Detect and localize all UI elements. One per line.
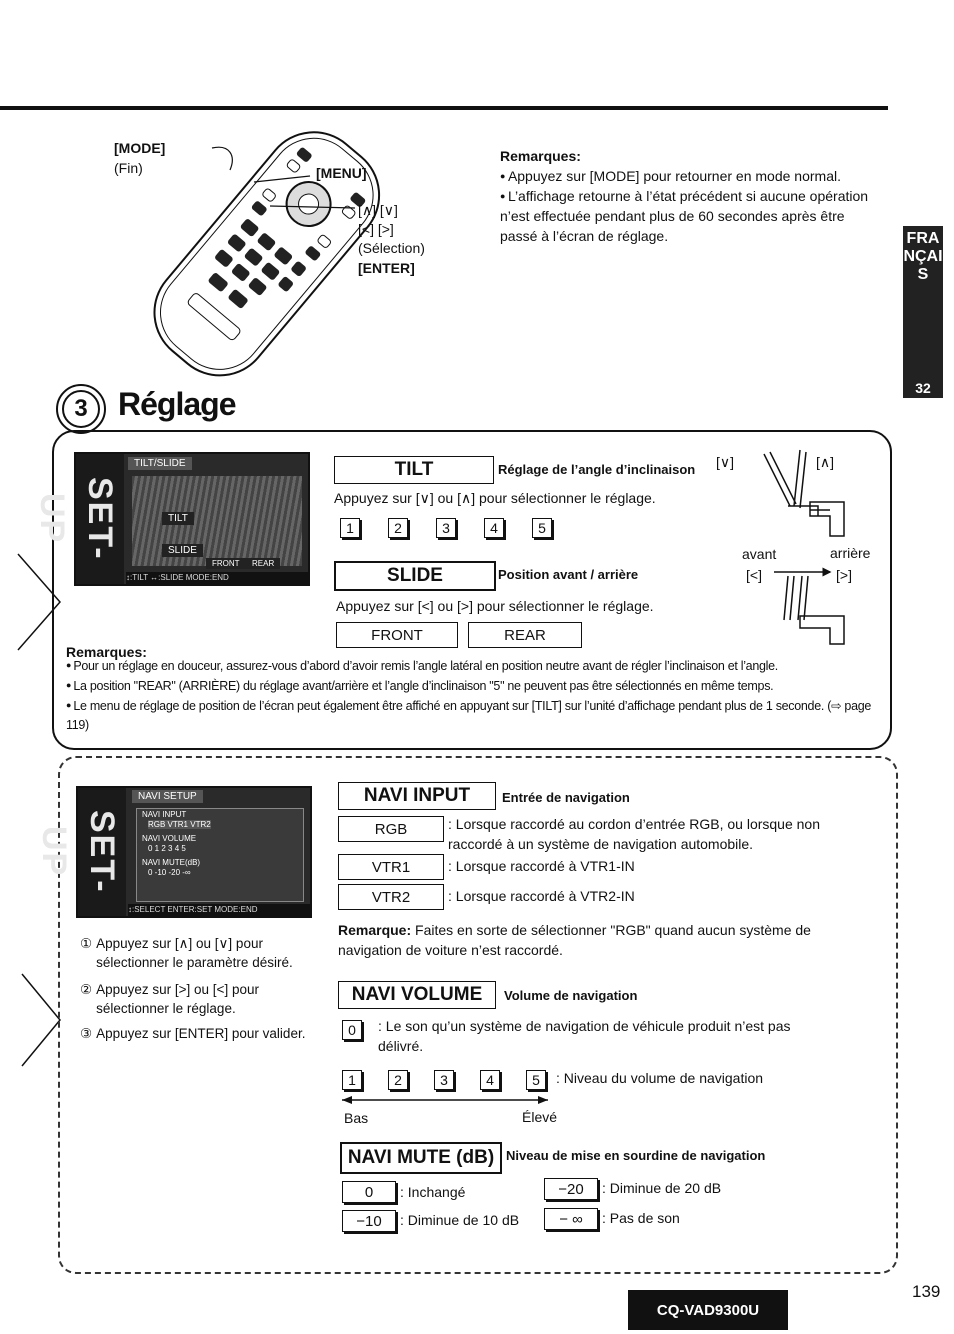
tilt-desc: Réglage de l’angle d’inclinaison [498,462,696,477]
step-item [80,934,320,972]
side-tab-page: 32 [915,380,931,396]
page-number: 139 [912,1282,941,1301]
screen-footer: ↕:SELECT ENTER:SET MODE:END [128,904,310,916]
step-item [80,980,320,1018]
screen-front: FRONT [206,558,246,569]
navi-volume-levels-text: : Niveau du volume de navigation [556,1070,764,1086]
mid-remarks-title: Remarques: [66,644,147,660]
tilt-slide-screen [33,452,310,586]
navi-mute-desc: Niveau de mise en sourdine de navigation [506,1148,766,1163]
slide-left: [<] [746,567,762,583]
step-text: Appuyez sur [ENTER] pour valider. [96,1026,306,1041]
side-tab-letters: FRANÇAIS [903,230,943,283]
volume-range-arrow-icon [340,1094,550,1106]
tilt-instruction: Appuyez sur [∨] ou [∧] pour sélectionner le réglage. [334,490,656,506]
mode-label: [MODE] [114,140,166,156]
top-remark-item: ● L’affichage retourne à l’état précédent si aucune opération n’est effectuée pendant plus de 60 secondes après être passé à l’écran de réglage. [500,186,885,246]
navi-volume-low: Bas [344,1110,369,1126]
top-remark-item: ● Appuyez sur [MODE] pour retourner en mode normal. [500,166,890,186]
navi-volume-zero-text: : Le son qu’un système de navigation de véhicule produit n’est pas délivré. [378,1018,791,1054]
navi-mute-option-minus-infinity[interactable]: − ∞ [544,1208,598,1230]
enter-label: [ENTER] [358,260,415,276]
step-item [80,1024,320,1043]
mid-remark-item: ● Le menu de réglage de position de l’écran peut également être affiché en appuyant sur [TILT] sur l’unité d’affichage pendant plus de 1 seconde. (⇨ page 119) [66,696,884,735]
navi-input-remark-text: Faites en sorte de sélectionner "RGB" quand aucun système de navigation de voiture n’est raccordé. [338,922,811,958]
top-remarks [500,146,890,246]
tilt-monitor-icon [750,446,860,546]
navi-volume-levels [342,1070,546,1090]
navi-setup-screen [35,786,312,918]
screen-footer: ↕:TILT ↔:SLIDE MODE:END [126,572,308,584]
navi-mute-option-0[interactable]: 0 [342,1181,396,1203]
step-text: Appuyez sur [>] ou [<] pour sélectionner le réglage. [96,982,259,1016]
navi-volume-header: NAVI VOLUME [338,981,496,1009]
screen-row-values: 0 1 2 3 4 5 [148,844,186,853]
navi-volume-high: Élevé [522,1109,558,1125]
navi-input-option-text: : Lorsque raccordé à VTR1-IN [448,858,635,874]
navi-volume-zero-option[interactable]: 0 [342,1020,362,1040]
screen-row-values: RGB VTR1 VTR2 [148,820,211,829]
slide-monitor-icon [770,556,860,646]
navi-mute-option-text: : Diminue de 20 dB [602,1180,722,1196]
step-number: ③ [80,1026,93,1041]
tilt-levels [340,518,552,538]
navi-volume-level-option[interactable]: 4 [480,1070,500,1090]
navi-mute-option-minus10[interactable]: −10 [342,1210,396,1232]
navi-volume-level-option[interactable]: 2 [388,1070,408,1090]
selection-label: (Sélection) [358,240,425,256]
step-text: Appuyez sur [∧] ou [∨] pour sélectionner le paramètre désiré. [96,936,293,970]
step-number: ② [80,982,93,997]
top-remarks-title: Remarques: [500,148,581,164]
screen-row-values: 0 -10 -20 -∞ [148,868,191,877]
navi-mute-option-text: : Pas de son [602,1210,680,1226]
navi-input-desc: Entrée de navigation [502,790,630,805]
section-title: Réglage [118,386,236,422]
screen-title: NAVI SETUP [132,790,203,803]
navi-input-option-vtr2[interactable]: VTR2 [338,884,444,910]
screen-tab: SET-UP [76,454,124,584]
screen-title: TILT/SLIDE [128,457,192,470]
screen-slide: SLIDE [162,544,203,557]
slide-avant: avant [742,546,777,562]
mid-remarks [66,656,886,735]
slide-arriere: arrière [830,545,871,561]
top-rule [0,106,888,110]
slide-desc: Position avant / arrière [498,567,639,582]
screen-tilt: TILT [162,512,194,525]
navi-input-header: NAVI INPUT [338,782,496,810]
navi-mute-option-text: : Inchangé [400,1184,466,1200]
section-number-badge [56,384,106,434]
steps-list [80,934,320,1043]
screen-row: NAVI MUTE(dB) [142,858,201,867]
slide-right: [>] [836,567,852,583]
navi-input-remark [338,920,866,960]
tilt-header: TILT [334,456,494,484]
navi-mute-option-minus20[interactable]: −20 [544,1178,598,1200]
mid-remark-item: ● Pour un réglage en douceur, assurez-vous d’abord d’avoir remis l’angle latéral en position neutre avant de régler l’inclinaison et l’angle. [66,656,886,676]
navi-input-option-vtr1[interactable]: VTR1 [338,854,444,880]
tilt-arrow-up: [∧] [816,454,835,470]
slide-option-front[interactable]: FRONT [336,622,458,648]
language-side-tab [903,226,943,398]
slide-header: SLIDE [334,561,496,591]
tilt-level-option[interactable]: 3 [436,518,456,538]
arrows-label-1: [∧] [∨] [358,202,398,218]
tilt-level-option[interactable]: 4 [484,518,504,538]
navi-mute-option-text: : Diminue de 10 dB [400,1212,520,1228]
screen-tab: SET-UP [78,788,126,916]
flow-arrow-icon [16,552,62,652]
slide-instruction: Appuyez sur [<] ou [>] pour sélectionner le réglage. [336,598,654,614]
mid-remark-item: ● La position "REAR" (ARRIÈRE) du réglage avant/arrière et l’angle d’inclinaison "5" ne peuvent pas être sélectionnés en même temps. [66,676,886,696]
screen-row: NAVI INPUT [142,810,187,819]
step-number: ① [80,936,93,951]
tilt-level-option[interactable]: 5 [532,518,552,538]
navi-input-remark-label: Remarque: [338,922,412,938]
section-number: 3 [62,390,100,428]
navi-volume-desc: Volume de navigation [504,988,638,1003]
navi-volume-level-option[interactable]: 1 [342,1070,362,1090]
flow-arrow-icon [20,972,62,1068]
tilt-arrow-down: [∨] [716,454,735,470]
tilt-level-option[interactable]: 2 [388,518,408,538]
navi-volume-level-option[interactable]: 3 [434,1070,454,1090]
navi-input-option-rgb[interactable]: RGB [338,816,444,842]
navi-volume-level-option[interactable]: 5 [526,1070,546,1090]
screen-row: NAVI VOLUME [142,834,197,843]
model-badge: CQ-VAD9300U [628,1290,788,1330]
mode-sub: (Fin) [114,160,143,176]
menu-label: [MENU] [316,165,367,181]
screen-rear: REAR [246,558,280,569]
navi-input-option-text: : Lorsque raccordé au cordon d’entrée RGB, ou lorsque non raccordé à un système de navigation automobile. [448,816,821,852]
tilt-level-option[interactable]: 1 [340,518,360,538]
slide-option-rear[interactable]: REAR [468,622,582,648]
arrows-label-2: [<] [>] [358,221,394,237]
navi-mute-header: NAVI MUTE (dB) [340,1142,502,1174]
navi-input-option-text: : Lorsque raccordé à VTR2-IN [448,888,635,904]
